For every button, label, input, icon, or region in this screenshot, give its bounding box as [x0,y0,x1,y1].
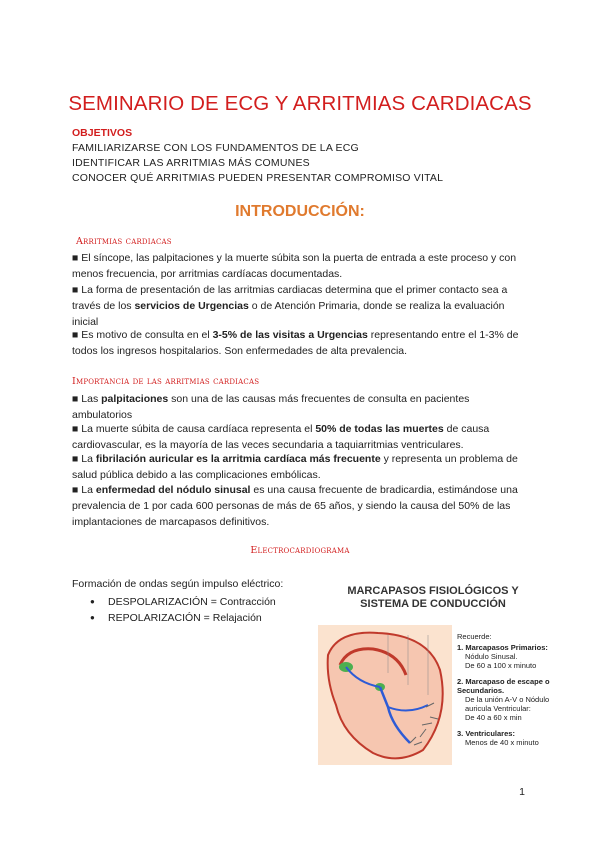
text-run: ■ La [72,484,96,496]
objectives-heading: OBJETIVOS [72,127,133,139]
objective-line: FAMILIARIZARSE CON LOS FUNDAMENTOS DE LA ECG [72,142,359,154]
subheading-importancia: Importancia de las arritmias cardiacas [72,376,260,387]
text-run-bold: 50% de todas las muertes [315,423,444,435]
text-run-bold: 3-5% de las visitas a Urgencias [212,329,368,341]
legend-item-heading: 2. Marcapaso de escape o Secundarios. [457,677,550,695]
legend-item-2 [457,677,557,695]
legend-heading: Recuerde: [457,632,492,641]
legend-item-1 [457,643,557,652]
text-run-bold: fibrilación auricular es la arritmia cardíaca más frecuente [95,453,381,465]
legend-item-text: Nódulo Sinusal. [465,652,518,661]
text-run: ■ Las [72,393,102,405]
heart-conduction-diagram [318,625,452,765]
text-run: ■ La forma de presentación de las arritmias cardiacas determina que el primer contacto sea a través de los [72,284,508,312]
ecg-bullet-list [90,594,276,626]
legend-item-heading: 1. Marcapasos Primarios: [457,643,548,652]
legend-item-text: Menos de 40 x minuto [465,738,539,747]
subheading-electrocardiograma: Electrocardiograma [250,545,350,556]
document-title: SEMINARIO DE ECG Y ARRITMIAS CARDIACAS [68,92,532,115]
paragraph-nodulo-sinusal [72,482,532,530]
text-run: de causa cardiovascular, es la mayoría de las veces secundaria a taquiarritmias ventriculares. [72,423,490,451]
text-run-bold: palpitaciones [101,393,169,405]
objective-line: IDENTIFICAR LAS ARRITMIAS MÁS COMUNES [72,157,310,169]
figure-title [318,585,548,611]
page-number: 1 [519,786,525,798]
ecg-intro: Formación de ondas según impulso eléctrico: [72,578,284,590]
text-run: o de Atención Primaria, donde se realiza la evaluación inicial [72,300,505,328]
figure-legend [457,632,557,747]
ecg-bullet: ● REPOLARIZACIÓN = Relajación [90,610,276,626]
paragraph-presentacion [72,282,532,330]
objective-line: CONOCER QUÉ ARRITMIAS PUEDEN PRESENTAR COMPROMISO VITAL [72,172,444,184]
paragraph-palpitaciones [72,391,532,423]
paragraph-muerte-subita [72,421,532,453]
text-run: es una causa frecuente de bradicardia, estimándose una prevalencia de 1 por cada 600 personas de más de 65 años, y siendo la causa del 50% de las implantaciones de marcapasos definitivos. [72,484,518,528]
legend-item-text: De 40 a 60 x min [465,713,522,722]
text-run: son una de las causas más frecuentes de consulta en pacientes ambulatorios [72,393,470,421]
text-run-bold: servicios de Urgencias [134,300,249,312]
ecg-bullet: ● DESPOLARIZACIÓN = Contracción [90,594,276,610]
text-run: y representa un problema de salud pública debido a las complicaciones embólicas. [72,453,518,481]
legend-item-text: De 60 a 100 x minuto [465,661,537,670]
text-run: representando entre el 1-3% de todos los ingresos hospitalarios. Son enfermedades de alta prevalencia. [72,329,519,357]
legend-item-text: De la unión A-V o Nódulo auricula Ventricular: [465,695,550,713]
legend-item-heading: 3. Ventriculares: [457,729,515,738]
text-run: ■ La muerte súbita de causa cardíaca representa el [72,423,316,435]
legend-item-3 [457,729,557,738]
text-run-bold: enfermedad del nódulo sinusal [95,484,251,496]
paragraph-consulta [72,327,532,359]
paragraph-sincope: ■ El síncope, las palpitaciones y la muerte súbita son la puerta de entrada a este proceso y con menos frecuencia, por arritmias cardíacas documentadas. [72,252,517,280]
intro-heading: INTRODUCCIÓN: [235,203,365,220]
text-run: ■ La [72,453,96,465]
figure-title-line: SISTEMA DE CONDUCCIÓN [360,598,506,610]
paragraph-fibrilacion [72,451,532,483]
text-run: ■ Es motivo de consulta en el [72,329,213,341]
subheading-arritmias: Arritmias cardiacas [76,236,172,247]
figure-title-line: MARCAPASOS FISIOLÓGICOS Y [347,585,519,597]
